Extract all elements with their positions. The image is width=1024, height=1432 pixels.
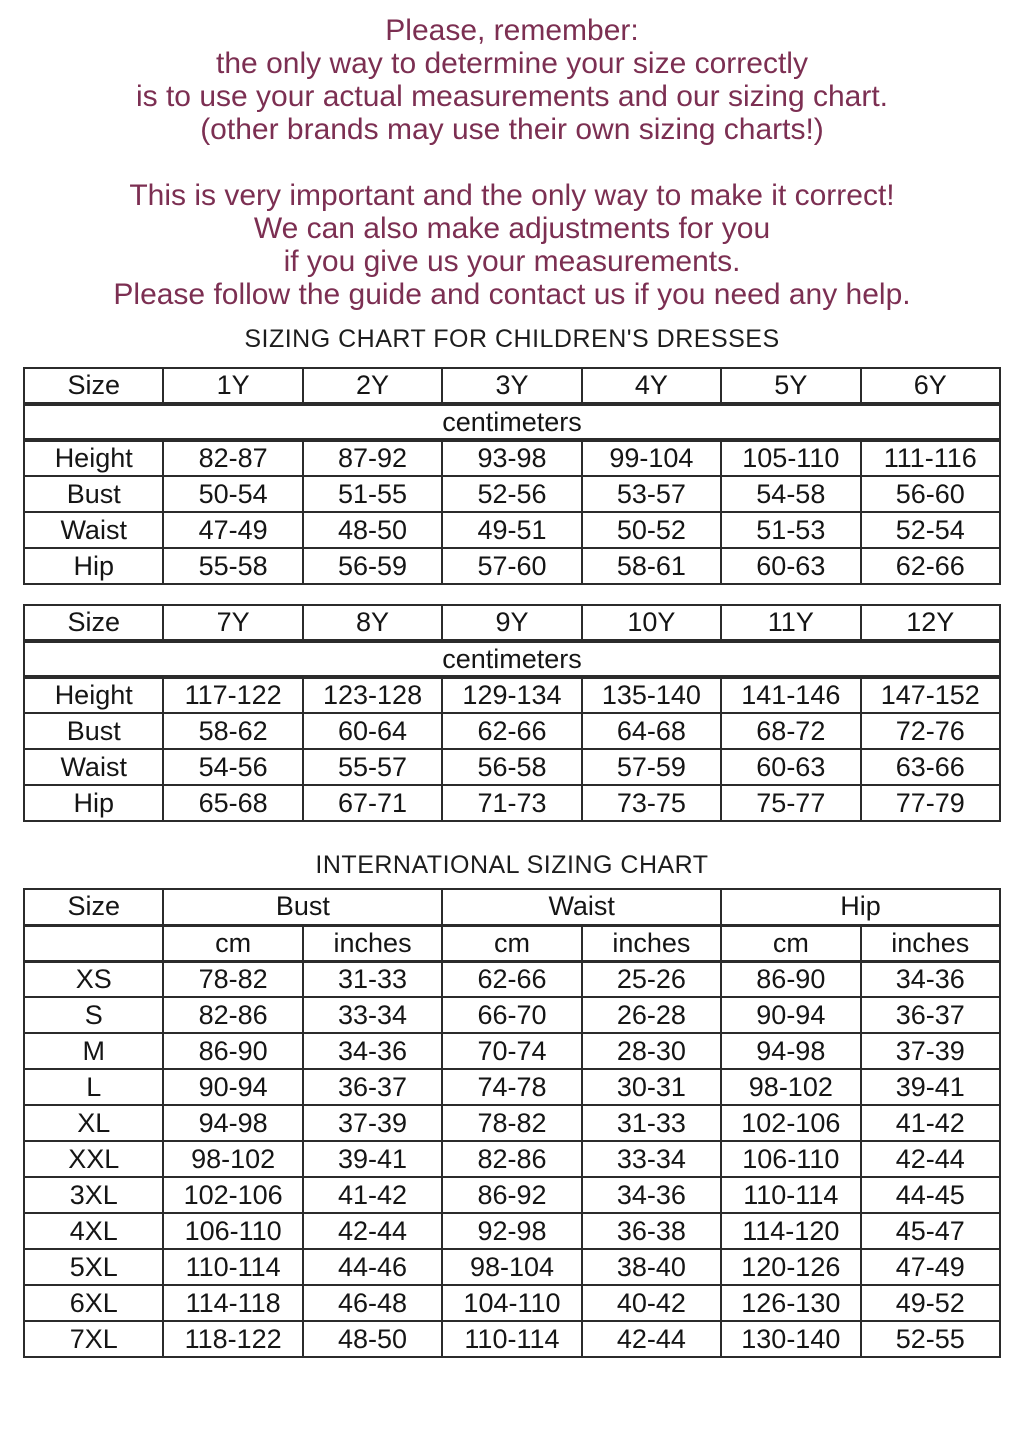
- size-label-cell: XXL: [24, 1141, 163, 1177]
- measurement-value-cell: 56-60: [861, 476, 1000, 512]
- measurement-value-cell: 93-98: [442, 440, 581, 476]
- measurement-value-cell: 147-152: [861, 677, 1000, 713]
- measurement-value-cell: 62-66: [861, 548, 1000, 584]
- measurement-row: [24, 749, 1000, 785]
- measurement-value-cell: 78-82: [442, 1105, 581, 1141]
- measurement-value-cell: 36-37: [303, 1069, 442, 1105]
- measure-group-header: Bust: [163, 889, 442, 925]
- measurement-value-cell: 37-39: [861, 1033, 1000, 1069]
- unit-header-cell: cm: [721, 925, 860, 961]
- size-header-cell: 6Y: [861, 368, 1000, 404]
- measurement-value-cell: 118-122: [163, 1321, 302, 1357]
- measurement-label-cell: Waist: [24, 749, 163, 785]
- unit-header-cell: cm: [163, 925, 302, 961]
- measurement-value-cell: 98-104: [442, 1249, 581, 1285]
- measurement-value-cell: 82-86: [442, 1141, 581, 1177]
- measurement-value-cell: 42-44: [582, 1321, 721, 1357]
- measurement-value-cell: 31-33: [582, 1105, 721, 1141]
- size-header-cell: 11Y: [721, 605, 860, 641]
- measurement-value-cell: 46-48: [303, 1285, 442, 1321]
- measurement-value-cell: 36-38: [582, 1213, 721, 1249]
- unit-row: [24, 641, 1000, 677]
- measurement-value-cell: 75-77: [721, 785, 860, 821]
- size-row: [24, 1177, 1000, 1213]
- unit-header-row: [24, 925, 1000, 961]
- measurement-value-cell: 34-36: [861, 961, 1000, 997]
- size-label-cell: 4XL: [24, 1213, 163, 1249]
- children-chart-title: SIZING CHART FOR CHILDREN'S DRESSES: [244, 325, 780, 353]
- size-column-header: Size: [24, 889, 163, 925]
- measurement-value-cell: 36-37: [861, 997, 1000, 1033]
- measurement-label-cell: Bust: [24, 713, 163, 749]
- measurement-value-cell: 54-56: [163, 749, 302, 785]
- measurement-value-cell: 105-110: [721, 440, 860, 476]
- measurement-value-cell: 129-134: [442, 677, 581, 713]
- measurement-value-cell: 99-104: [582, 440, 721, 476]
- measurement-label-cell: Hip: [24, 548, 163, 584]
- measurement-value-cell: 52-54: [861, 512, 1000, 548]
- children-sizing-table-7y-12y: [23, 604, 1001, 822]
- size-header-cell: 5Y: [721, 368, 860, 404]
- measurement-label-cell: Height: [24, 440, 163, 476]
- measurement-value-cell: 94-98: [721, 1033, 860, 1069]
- size-column-header: Size: [24, 605, 163, 641]
- measurement-value-cell: 70-74: [442, 1033, 581, 1069]
- international-chart-title: INTERNATIONAL SIZING CHART: [315, 851, 709, 879]
- measurement-value-cell: 33-34: [303, 997, 442, 1033]
- measurement-value-cell: 45-47: [861, 1213, 1000, 1249]
- measurement-value-cell: 58-62: [163, 713, 302, 749]
- measurement-value-cell: 28-30: [582, 1033, 721, 1069]
- measurement-value-cell: 53-57: [582, 476, 721, 512]
- size-header-cell: 7Y: [163, 605, 302, 641]
- unit-header-cell: cm: [442, 925, 581, 961]
- measurement-value-cell: 48-50: [303, 512, 442, 548]
- size-header-cell: 3Y: [442, 368, 581, 404]
- measurement-value-cell: 60-64: [303, 713, 442, 749]
- intro-line: is to use your actual measurements and our sizing chart.: [135, 80, 889, 113]
- size-label-cell: S: [24, 997, 163, 1033]
- unit-row: [24, 404, 1000, 440]
- size-label-cell: 6XL: [24, 1285, 163, 1321]
- measurement-value-cell: 74-78: [442, 1069, 581, 1105]
- measurement-value-cell: 56-58: [442, 749, 581, 785]
- size-header-cell: 4Y: [582, 368, 721, 404]
- size-row: [24, 997, 1000, 1033]
- measurement-value-cell: 49-51: [442, 512, 581, 548]
- measurement-value-cell: 106-110: [721, 1141, 860, 1177]
- measure-group-header: Waist: [442, 889, 721, 925]
- measurement-row: [24, 512, 1000, 548]
- measurement-value-cell: 110-114: [442, 1321, 581, 1357]
- measurement-value-cell: 52-56: [442, 476, 581, 512]
- unit-header-cell: inches: [303, 925, 442, 961]
- international-sizing-table: [23, 888, 1001, 1358]
- size-label-cell: XL: [24, 1105, 163, 1141]
- measurement-value-cell: 25-26: [582, 961, 721, 997]
- measurement-value-cell: 67-71: [303, 785, 442, 821]
- measurement-row: [24, 440, 1000, 476]
- measurement-value-cell: 40-42: [582, 1285, 721, 1321]
- size-header-cell: 9Y: [442, 605, 581, 641]
- measurement-value-cell: 86-90: [721, 961, 860, 997]
- size-header-cell: 8Y: [303, 605, 442, 641]
- measurement-value-cell: 41-42: [861, 1105, 1000, 1141]
- measurement-value-cell: 51-53: [721, 512, 860, 548]
- measurement-value-cell: 68-72: [721, 713, 860, 749]
- measurement-row: [24, 713, 1000, 749]
- measurement-value-cell: 50-52: [582, 512, 721, 548]
- intro-line: if you give us your measurements.: [283, 245, 741, 278]
- size-label-cell: 3XL: [24, 1177, 163, 1213]
- unit-header-cell: inches: [582, 925, 721, 961]
- measurement-value-cell: 57-60: [442, 548, 581, 584]
- measurement-value-cell: 58-61: [582, 548, 721, 584]
- intro-line: the only way to determine your size correctly: [216, 47, 808, 80]
- measurement-value-cell: 49-52: [861, 1285, 1000, 1321]
- size-row: [24, 1105, 1000, 1141]
- measurement-value-cell: 37-39: [303, 1105, 442, 1141]
- size-row: [24, 1069, 1000, 1105]
- intro-paragraph-gap: [23, 146, 1001, 179]
- international-size-rows: [24, 961, 1000, 1357]
- measurement-value-cell: 141-146: [721, 677, 860, 713]
- measurement-value-cell: 55-58: [163, 548, 302, 584]
- measurement-value-cell: 44-45: [861, 1177, 1000, 1213]
- size-label-cell: XS: [24, 961, 163, 997]
- measurement-value-cell: 63-66: [861, 749, 1000, 785]
- group-header-row: [24, 889, 1000, 925]
- measurement-value-cell: 33-34: [582, 1141, 721, 1177]
- intro-line: This is very important and the only way to make it correct!: [129, 179, 895, 212]
- measurement-label-cell: Bust: [24, 476, 163, 512]
- size-header-cell: 1Y: [163, 368, 302, 404]
- size-row: [24, 961, 1000, 997]
- size-header-cell: 2Y: [303, 368, 442, 404]
- measurement-value-cell: 120-126: [721, 1249, 860, 1285]
- measurement-value-cell: 31-33: [303, 961, 442, 997]
- measure-group-header: Hip: [721, 889, 1000, 925]
- intro-line: We can also make adjustments for you: [253, 212, 771, 245]
- measurement-value-cell: 77-79: [861, 785, 1000, 821]
- measurement-value-cell: 56-59: [303, 548, 442, 584]
- size-header-row: [24, 368, 1000, 404]
- measurement-label-cell: Waist: [24, 512, 163, 548]
- measurement-value-cell: 60-63: [721, 749, 860, 785]
- measurement-value-cell: 98-102: [721, 1069, 860, 1105]
- size-header-cell: 12Y: [861, 605, 1000, 641]
- size-row: [24, 1249, 1000, 1285]
- measurement-value-cell: 30-31: [582, 1069, 721, 1105]
- empty-corner-cell: [24, 925, 163, 961]
- measurement-value-cell: 41-42: [303, 1177, 442, 1213]
- size-row: [24, 1285, 1000, 1321]
- measurement-value-cell: 48-50: [303, 1321, 442, 1357]
- measurement-value-cell: 51-55: [303, 476, 442, 512]
- measurement-value-cell: 92-98: [442, 1213, 581, 1249]
- measurement-value-cell: 64-68: [582, 713, 721, 749]
- size-label-cell: M: [24, 1033, 163, 1069]
- measurement-value-cell: 110-114: [163, 1249, 302, 1285]
- size-column-header: Size: [24, 368, 163, 404]
- measurement-value-cell: 65-68: [163, 785, 302, 821]
- measurement-value-cell: 123-128: [303, 677, 442, 713]
- intro-line: Please, remember:: [385, 14, 639, 47]
- size-label-cell: L: [24, 1069, 163, 1105]
- measurement-rows: [24, 677, 1000, 821]
- unit-label: centimeters: [24, 641, 1000, 677]
- measurement-value-cell: 130-140: [721, 1321, 860, 1357]
- measurement-value-cell: 62-66: [442, 713, 581, 749]
- measurement-value-cell: 82-87: [163, 440, 302, 476]
- measurement-label-cell: Height: [24, 677, 163, 713]
- measurement-value-cell: 71-73: [442, 785, 581, 821]
- measurement-value-cell: 57-59: [582, 749, 721, 785]
- measurement-value-cell: 62-66: [442, 961, 581, 997]
- measurement-value-cell: 114-120: [721, 1213, 860, 1249]
- measurement-value-cell: 102-106: [163, 1177, 302, 1213]
- measurement-value-cell: 39-41: [861, 1069, 1000, 1105]
- measurement-value-cell: 98-102: [163, 1141, 302, 1177]
- measurement-value-cell: 94-98: [163, 1105, 302, 1141]
- size-header-cell: 10Y: [582, 605, 721, 641]
- measurement-value-cell: 47-49: [163, 512, 302, 548]
- size-row: [24, 1213, 1000, 1249]
- measurement-value-cell: 52-55: [861, 1321, 1000, 1357]
- measurement-value-cell: 111-116: [861, 440, 1000, 476]
- measurement-value-cell: 50-54: [163, 476, 302, 512]
- measurement-rows: [24, 440, 1000, 584]
- measurement-value-cell: 106-110: [163, 1213, 302, 1249]
- measurement-value-cell: 135-140: [582, 677, 721, 713]
- measurement-value-cell: 44-46: [303, 1249, 442, 1285]
- size-row: [24, 1033, 1000, 1069]
- measurement-value-cell: 82-86: [163, 997, 302, 1033]
- measurement-value-cell: 90-94: [163, 1069, 302, 1105]
- measurement-value-cell: 34-36: [303, 1033, 442, 1069]
- unit-label: centimeters: [24, 404, 1000, 440]
- measurement-value-cell: 110-114: [721, 1177, 860, 1213]
- measurement-value-cell: 86-92: [442, 1177, 581, 1213]
- measurement-value-cell: 55-57: [303, 749, 442, 785]
- size-row: [24, 1141, 1000, 1177]
- measurement-value-cell: 42-44: [303, 1213, 442, 1249]
- unit-header-cell: inches: [861, 925, 1000, 961]
- measurement-value-cell: 87-92: [303, 440, 442, 476]
- measurement-value-cell: 34-36: [582, 1177, 721, 1213]
- measurement-value-cell: 26-28: [582, 997, 721, 1033]
- size-label-cell: 5XL: [24, 1249, 163, 1285]
- measurement-value-cell: 90-94: [721, 997, 860, 1033]
- size-label-cell: 7XL: [24, 1321, 163, 1357]
- intro-text: [23, 14, 1001, 311]
- size-row: [24, 1321, 1000, 1357]
- measurement-value-cell: 126-130: [721, 1285, 860, 1321]
- measurement-value-cell: 42-44: [861, 1141, 1000, 1177]
- intro-line: (other brands may use their own sizing charts!): [200, 113, 824, 146]
- measurement-label-cell: Hip: [24, 785, 163, 821]
- size-header-row: [24, 605, 1000, 641]
- measurement-value-cell: 104-110: [442, 1285, 581, 1321]
- measurement-value-cell: 73-75: [582, 785, 721, 821]
- measurement-value-cell: 102-106: [721, 1105, 860, 1141]
- measurement-row: [24, 677, 1000, 713]
- measurement-row: [24, 476, 1000, 512]
- measurement-value-cell: 86-90: [163, 1033, 302, 1069]
- measurement-value-cell: 66-70: [442, 997, 581, 1033]
- children-sizing-table-1y-6y: [23, 367, 1001, 585]
- measurement-value-cell: 117-122: [163, 677, 302, 713]
- measurement-value-cell: 78-82: [163, 961, 302, 997]
- measurement-value-cell: 114-118: [163, 1285, 302, 1321]
- measurement-row: [24, 548, 1000, 584]
- measurement-value-cell: 60-63: [721, 548, 860, 584]
- measurement-value-cell: 54-58: [721, 476, 860, 512]
- measurement-value-cell: 38-40: [582, 1249, 721, 1285]
- measurement-value-cell: 39-41: [303, 1141, 442, 1177]
- measurement-value-cell: 72-76: [861, 713, 1000, 749]
- measurement-value-cell: 47-49: [861, 1249, 1000, 1285]
- measurement-row: [24, 785, 1000, 821]
- intro-line: Please follow the guide and contact us if you need any help.: [113, 278, 911, 311]
